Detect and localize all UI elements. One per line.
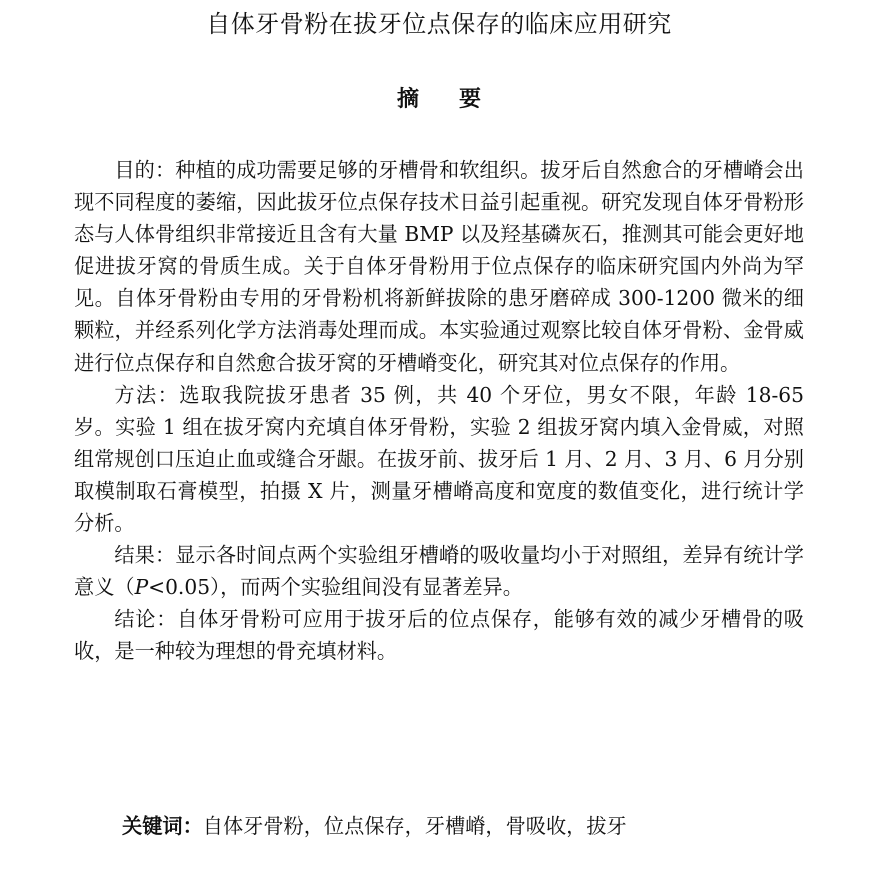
keywords-line	[122, 810, 822, 842]
paragraph-methods: 方法：选取我院拔牙患者 35 例，共 40 个牙位，男女不限，年龄 18-65 岁。实验 1 组在拔牙窝内充填自体牙骨粉，实验 2 组拔牙窝内填入金骨威，对照组常规创口压迫止血或缝合牙龈。在拔牙前、拔牙后 1 月、2 月、3 月、6 月分别取模制取石膏模型，拍摄 X 片，测量牙槽嵴高度和宽度的数值变化，进行统计学分析。	[74, 382, 804, 536]
abstract-body	[74, 154, 804, 668]
paragraph-results	[74, 539, 804, 603]
paragraph-objective: 目的：种植的成功需要足够的牙槽骨和软组织。拔牙后自然愈合的牙槽嵴会出现不同程度的萎缩，因此拔牙位点保存技术日益引起重视。研究发现自体牙骨粉形态与人体骨组织非常接近且含有大量 BMP 以及羟基磷灰石，推测其可能会更好地促进拔牙窝的骨质生成。关于自体牙骨粉用于位点保存的临床研究国内外尚为罕见。自体牙骨粉由专用的牙骨粉机将新鲜拔除的患牙磨碎成 300-1200 微米的细颗粒，并经系列化学方法消毒处理而成。本实验通过观察比较自体牙骨粉、金骨威进行位点保存和自然愈合拔牙窝的牙槽嵴变化，研究其对位点保存的作用。	[74, 158, 804, 375]
paper-title: 自体牙骨粉在拔牙位点保存的临床应用研究	[206, 10, 672, 38]
abstract-heading: 摘要	[396, 87, 521, 112]
keywords-label: 关键词：	[122, 814, 203, 838]
results-p-value-symbol: P	[134, 575, 149, 600]
paragraph-conclusion: 结论：自体牙骨粉可应用于拔牙后的位点保存，能够有效的减少牙槽骨的吸收，是一种较为理想的骨充填材料。	[74, 607, 804, 664]
keywords-text: 自体牙骨粉，位点保存，牙槽嵴，骨吸收，拔牙	[202, 814, 627, 838]
results-text-before: 结果：显示各时间点两个实验组牙槽嵴的吸收量均小于对照组，差异有统计学意义（	[74, 543, 804, 600]
results-text-after: <0.05），而两个实验组间没有显著差异。	[148, 575, 523, 600]
